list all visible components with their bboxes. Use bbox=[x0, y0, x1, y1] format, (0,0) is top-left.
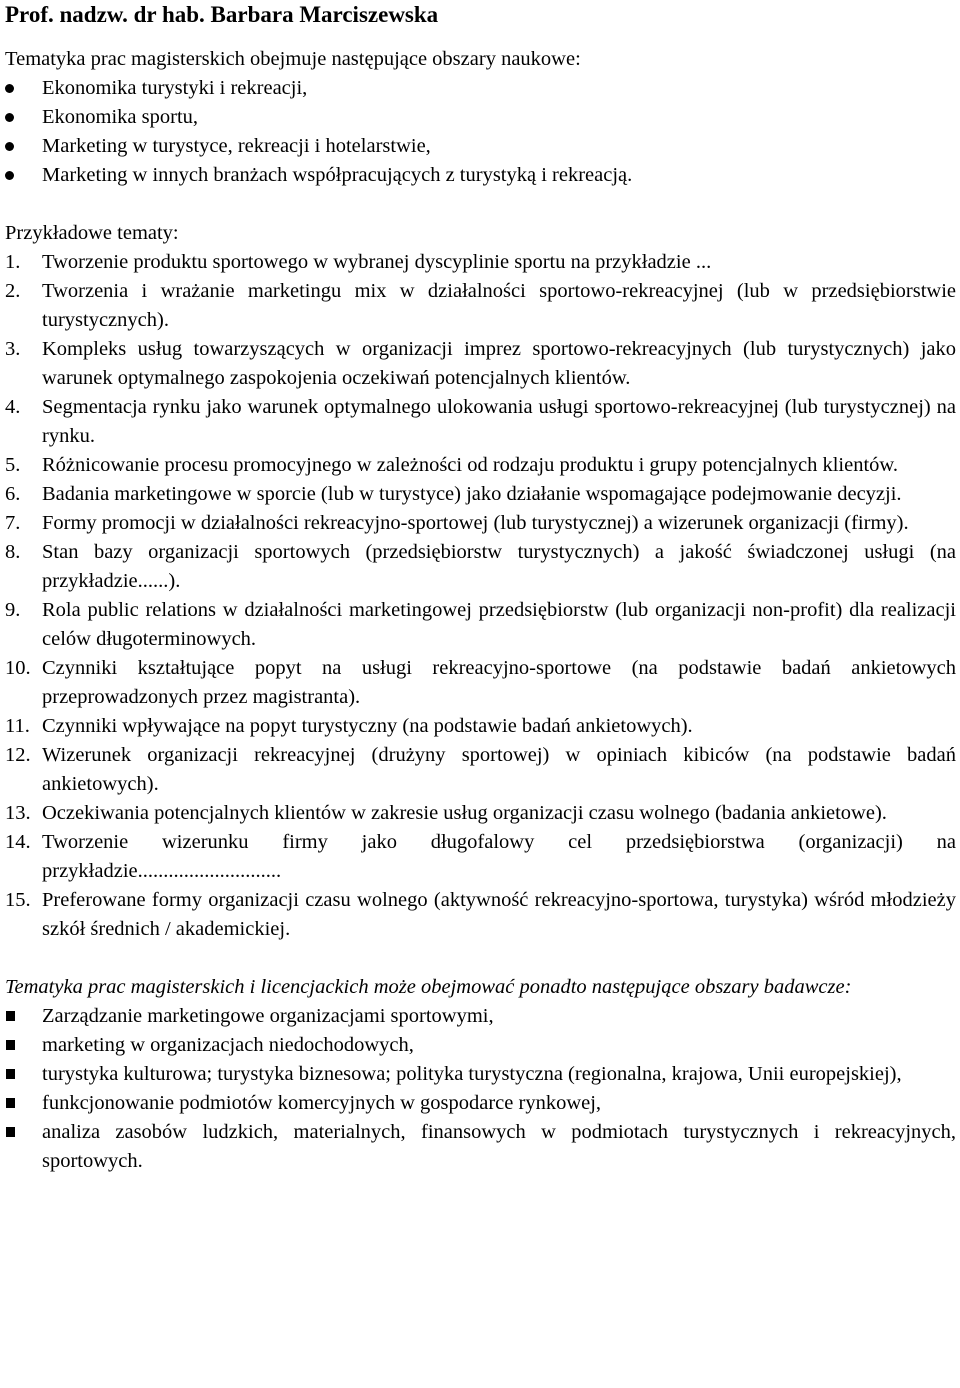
square-bullet-icon bbox=[6, 1127, 15, 1137]
list-item-text: turystyka kulturowa; turystyka biznesowa; polityka turystyczna (regionalna, krajowa, Unii europejskiej), bbox=[42, 1063, 902, 1085]
topic-text: Formy promocji w działalności rekreacyjno-sportowej (lub turystycznej) a wizerunek organizacji (firmy). bbox=[42, 512, 909, 534]
list-item bbox=[5, 1060, 956, 1089]
list-item bbox=[5, 538, 956, 596]
list-item bbox=[5, 886, 956, 944]
list-item bbox=[5, 596, 956, 654]
topic-number: 3. bbox=[5, 338, 21, 360]
list-item bbox=[5, 712, 956, 741]
additional-areas-intro: Tematyka prac magisterskich i licencjackich może obejmować ponadto następujące obszary badawcze: bbox=[5, 976, 852, 998]
topic-number: 8. bbox=[5, 541, 21, 563]
topic-number: 2. bbox=[5, 280, 21, 302]
list-item-text: Marketing w turystyce, rekreacji i hotelarstwie, bbox=[42, 135, 431, 157]
examples-label: Przykładowe tematy: bbox=[5, 222, 179, 244]
list-item bbox=[5, 1118, 956, 1176]
list-item bbox=[5, 132, 956, 161]
author-heading: Prof. nadzw. dr hab. Barbara Marciszewska bbox=[5, 2, 439, 27]
list-item bbox=[5, 103, 956, 132]
topic-number: 7. bbox=[5, 512, 21, 534]
list-item bbox=[5, 828, 956, 886]
topic-text: Oczekiwania potencjalnych klientów w zakresie usług organizacji czasu wolnego (badania ankietowe). bbox=[42, 802, 887, 824]
research-areas-list bbox=[5, 74, 956, 190]
list-item bbox=[5, 509, 956, 538]
list-item bbox=[5, 451, 956, 480]
topic-number: 1. bbox=[5, 251, 21, 273]
topic-text: Różnicowanie procesu promocyjnego w zależności od rodzaju produktu i grupy potencjalnych klientów. bbox=[42, 454, 899, 476]
additional-areas-list bbox=[5, 1002, 956, 1176]
topic-number: 11. bbox=[5, 715, 30, 737]
topic-number: 4. bbox=[5, 396, 21, 418]
topic-text: Badania marketingowe w sporcie (lub w turystyce) jako działanie wspomagające podejmowanie decyzji. bbox=[42, 483, 902, 505]
list-item bbox=[5, 393, 956, 451]
topic-number: 14. bbox=[5, 831, 31, 853]
list-item bbox=[5, 1031, 956, 1060]
list-item bbox=[5, 161, 956, 190]
list-item bbox=[5, 654, 956, 712]
bullet-dot-icon bbox=[5, 84, 14, 93]
list-item-text: analiza zasobów ludzkich, materialnych, finansowych w podmiotach turystycznych i rekreacyjnych, sportowych. bbox=[42, 1121, 956, 1172]
topic-text: Tworzenie produktu sportowego w wybranej dyscyplinie sportu na przykładzie ... bbox=[42, 251, 712, 273]
topic-number: 6. bbox=[5, 483, 21, 505]
topic-text: Preferowane formy organizacji czasu wolnego (aktywność rekreacyjno-sportowa, turystyka) wśród młodzieży szkół średnich / akademickiej. bbox=[42, 889, 956, 940]
square-bullet-icon bbox=[6, 1011, 15, 1021]
list-item bbox=[5, 248, 956, 277]
list-item bbox=[5, 480, 956, 509]
list-item-text: Zarządzanie marketingowe organizacjami sportowymi, bbox=[42, 1005, 494, 1027]
intro-text: Tematyka prac magisterskich obejmuje następujące obszary naukowe: bbox=[5, 48, 581, 70]
topic-text: Rola public relations w działalności marketingowej przedsiębiorstw (lub organizacji non-profit) dla realizacji celów długoterminowych. bbox=[42, 599, 956, 650]
topic-number: 5. bbox=[5, 454, 21, 476]
list-item bbox=[5, 799, 956, 828]
square-bullet-icon bbox=[6, 1069, 15, 1079]
topic-number: 13. bbox=[5, 802, 31, 824]
topic-text: Tworzenie wizerunku firmy jako długofalowy cel przedsiębiorstwa (organizacji) na przykładzie............................ bbox=[42, 831, 956, 882]
bullet-dot-icon bbox=[5, 171, 14, 180]
list-item bbox=[5, 277, 956, 335]
topic-text: Tworzenia i wrażanie marketingu mix w działalności sportowo-rekreacyjnej (lub w przedsiębiorstwie turystycznych). bbox=[42, 280, 956, 331]
square-bullet-icon bbox=[6, 1040, 15, 1050]
list-item-text: Ekonomika turystyki i rekreacji, bbox=[42, 77, 308, 99]
bullet-dot-icon bbox=[5, 142, 14, 151]
topic-text: Czynniki kształtujące popyt na usługi rekreacyjno-sportowe (na podstawie badań ankietowych przeprowadzonych przez magistranta). bbox=[42, 657, 956, 708]
list-item-text: marketing w organizacjach niedochodowych, bbox=[42, 1034, 414, 1056]
topic-text: Stan bazy organizacji sportowych (przedsiębiorstw turystycznych) a jakość świadczonej usługi (na przykładzie......). bbox=[42, 541, 956, 592]
topic-number: 12. bbox=[5, 744, 31, 766]
list-item bbox=[5, 1089, 956, 1118]
list-item bbox=[5, 74, 956, 103]
list-item-text: funkcjonowanie podmiotów komercyjnych w gospodarce rynkowej, bbox=[42, 1092, 602, 1114]
list-item bbox=[5, 335, 956, 393]
list-item bbox=[5, 1002, 956, 1031]
topic-text: Wizerunek organizacji rekreacyjnej (drużyny sportowej) w opiniach kibiców (na podstawie badań ankietowych). bbox=[42, 744, 956, 795]
list-item-text: Ekonomika sportu, bbox=[42, 106, 199, 128]
square-bullet-icon bbox=[6, 1098, 15, 1108]
topic-number: 10. bbox=[5, 657, 31, 679]
topic-number: 15. bbox=[5, 889, 31, 911]
list-item bbox=[5, 741, 956, 799]
example-topics-list bbox=[5, 248, 956, 944]
topic-text: Segmentacja rynku jako warunek optymalnego ulokowania usługi sportowo-rekreacyjnej (lub turystycznej) na rynku. bbox=[42, 396, 956, 447]
topic-text: Czynniki wpływające na popyt turystyczny (na podstawie badań ankietowych). bbox=[42, 715, 693, 737]
topic-text: Kompleks usług towarzyszących w organizacji imprez sportowo-rekreacyjnych (lub turystycznych) jako warunek optymalnego zaspokojenia oczekiwań potencjalnych klientów. bbox=[42, 338, 956, 389]
list-item-text: Marketing w innych branżach współpracujących z turystyką i rekreacją. bbox=[42, 164, 633, 186]
bullet-dot-icon bbox=[5, 113, 14, 122]
topic-number: 9. bbox=[5, 599, 21, 621]
